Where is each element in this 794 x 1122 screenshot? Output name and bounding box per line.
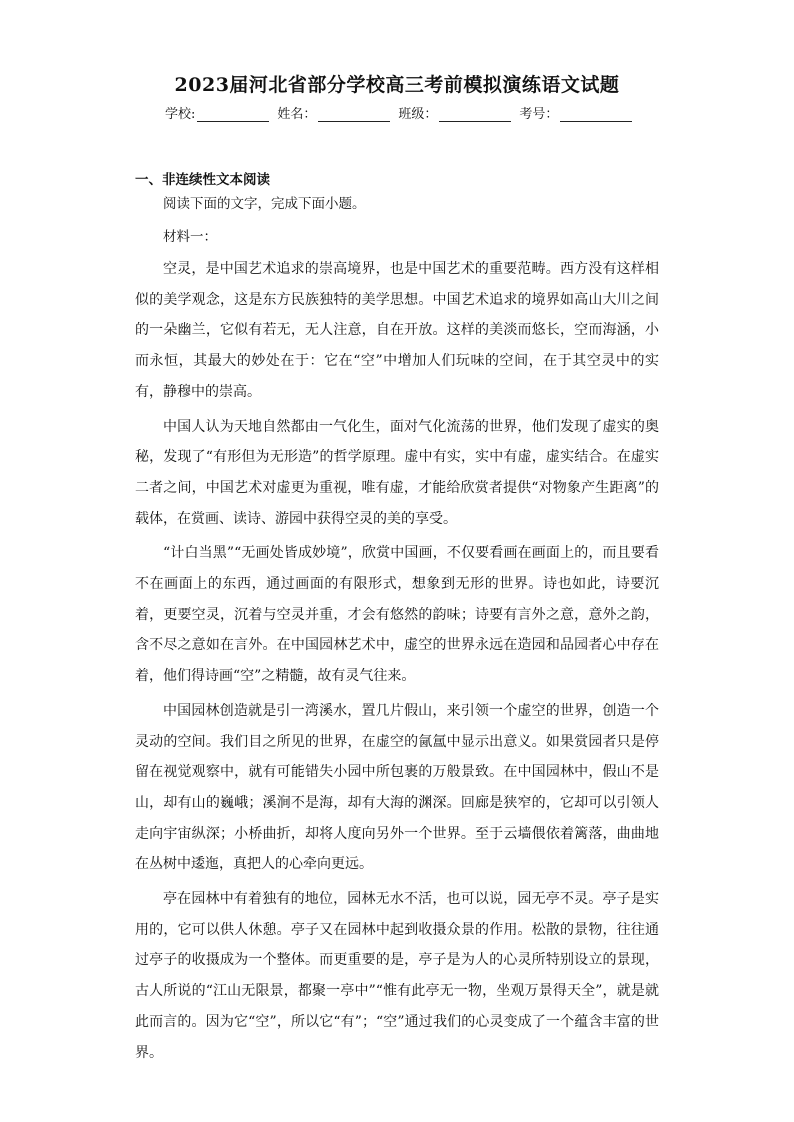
passage-paragraph: “计白当黑”“无画处皆成妙境”，欣赏中国画，不仅要看画在画面上的，而且要看不在画面上的东西，通过画面的有限形式，想象到无形的世界。诗也如此，诗要沉着，更要空灵，沉着与空灵并重，才会有悠然的韵味；诗要有言外之意，意外之韵，含不尽之意如在言外。在中国园林艺术中，虚空的世界永远在造园和品园者心中存在着，他们得诗画“空”之精髓，故有灵气往来。 [135, 545, 659, 685]
school-blank[interactable] [197, 108, 269, 122]
class-blank[interactable] [439, 108, 511, 122]
exam-title: 2023届河北省部分学校高三考前模拟演练语文试题 [174, 74, 620, 96]
student-info-line [165, 103, 640, 122]
passage-paragraph: 中国园林创造就是引一湾溪水，置几片假山，来引领一个虚空的世界，创造一个灵动的空间。我们目之所见的世界，在虚空的氤氲中显示出意义。如果赏园者只是停留在视觉观察中，就有可能错失小园中所包裹的万般景致。在中国园林中，假山不是山，却有山的巍峨；溪涧不是海，却有大海的渊深。回廊是狭窄的，它却可以引领人走向宇宙纵深；小桥曲折，却将人度向另外一个世界。至于云墙偎依着篱落，曲曲地在丛树中逶迤，真把人的心牵向更远。 [135, 702, 659, 873]
exam-number-blank[interactable] [560, 108, 632, 122]
passage-body [135, 254, 659, 1072]
school-label: 学校: [165, 107, 196, 122]
passage-paragraph: 亭在园林中有着独有的地位，园林无水不活，也可以说，园无亭不灵。亭子是实用的，它可以供人休憩。亭子又在园林中起到收摄众景的作用。松散的景物，往往通过亭子的收摄成为一个整体。而更重要的是，亭子是为人的心灵所特别设立的景现，古人所说的“江山无限景，都聚一亭中”“惟有此亭无一物，坐观万景得天全”，就是就此而言的。因为它“空”，所以它“有”；“空”通过我们的心灵变成了一个蕴含丰富的世界。 [135, 891, 659, 1061]
material-label: 材料一： [163, 229, 217, 245]
passage-paragraph: 空灵，是中国艺术追求的崇高境界，也是中国艺术的重要范畴。西方没有这样相似的美学观念，这是东方民族独特的美学思想。中国艺术追求的境界如高山大川之间的一朵幽兰，它似有若无，无人注意，自在开放。这样的美淡而悠长，空而海涵，小而永恒，其最大的妙处在于：它在“空”中增加人们玩味的空间，在于其空灵中的实有，静穆中的崇高。 [135, 261, 659, 400]
passage-paragraph: 中国人认为天地自然都由一气化生，面对气化流荡的世界，他们发现了虚实的奥秘，发现了“有形但为无形造”的哲学原理。虚中有实，实中有虚，虚实结合。在虚实二者之间，中国艺术对虚更为重视，唯有虚，才能给欣赏者提供“对物象产生距离”的载体，在赏画、读诗、游园中获得空灵的美的享受。 [135, 418, 659, 527]
section-heading: 一、非连续性文本阅读 [135, 172, 270, 188]
name-label: 姓名： [277, 107, 317, 122]
exam-number-label: 考号： [519, 107, 559, 122]
name-blank[interactable] [318, 108, 390, 122]
class-label: 班级： [398, 107, 438, 122]
reading-instruction: 阅读下面的文字，完成下面小题。 [163, 196, 366, 212]
